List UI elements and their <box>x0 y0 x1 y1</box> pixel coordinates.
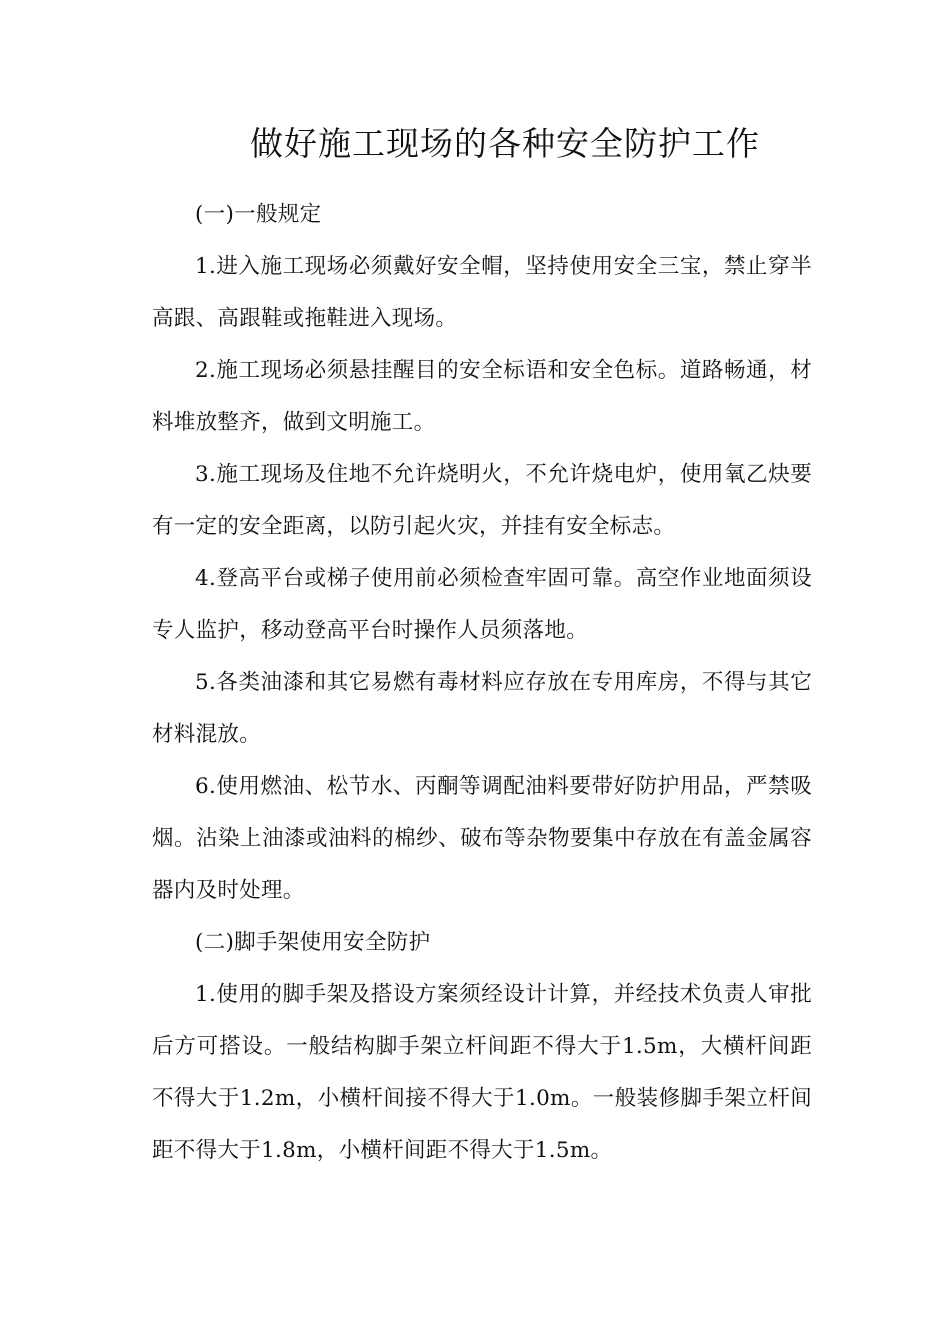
section-heading-scaffold: (二)脚手架使用安全防护 <box>195 930 431 955</box>
paragraph-scaffold-item-1: 1.使用的脚手架及搭设方案须经设计计算，并经技术负责人审批后方可搭设。一般结构脚手架立杆间距不得大于1.5m，大横杆间距不得大于1.2m，小横杆间接不得大于1.0m。一般装修脚手架立杆间距不得大于1.8m，小横杆间距不得大于1.5m。 <box>152 982 812 1163</box>
paragraph-item-6: 6.使用燃油、松节水、丙酮等调配油料要带好防护用品，严禁吸烟。沾染上油漆或油料的棉纱、破布等杂物要集中存放在有盖金属容器内及时处理。 <box>152 774 812 903</box>
paragraph-item-2: 2.施工现场必须悬挂醒目的安全标语和安全色标。道路畅通，材料堆放整齐，做到文明施工。 <box>152 358 812 435</box>
paragraph-item-1: 1.进入施工现场必须戴好安全帽，坚持使用安全三宝，禁止穿半高跟、高跟鞋或拖鞋进入现场。 <box>152 254 812 331</box>
paragraph-item-4: 4.登高平台或梯子使用前必须检查牢固可靠。高空作业地面须设专人监护，移动登高平台时操作人员须落地。 <box>152 566 812 643</box>
paragraph-item-5: 5.各类油漆和其它易燃有毒材料应存放在专用库房，不得与其它材料混放。 <box>152 670 812 747</box>
paragraph-item-3: 3.施工现场及住地不允许烧明火，不允许烧电炉，使用氧乙炔要有一定的安全距离，以防引起火灾，并挂有安全标志。 <box>152 462 812 539</box>
document-title: 做好施工现场的各种安全防护工作 <box>250 124 760 163</box>
document-body <box>152 189 812 1177</box>
section-heading-general: (一)一般规定 <box>195 202 322 227</box>
